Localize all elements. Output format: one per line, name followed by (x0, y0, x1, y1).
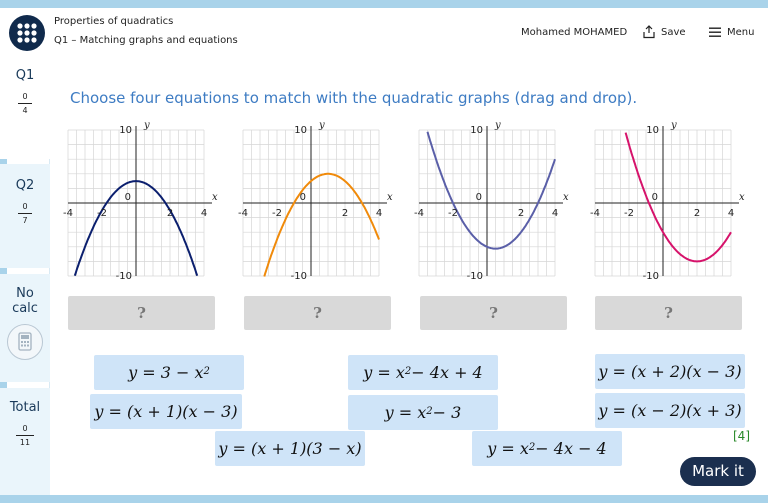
equation-card[interactable] (472, 431, 622, 466)
x-tick-label: -4 (63, 208, 73, 219)
upload-icon (642, 25, 656, 39)
marks-available: [4] (733, 429, 750, 443)
equation-card[interactable] (348, 395, 498, 430)
x-tick-label: -2 (97, 208, 107, 219)
equation-text: y = (x + 2)(x − 3) (598, 362, 742, 381)
equation-text: y = 3 − x (128, 363, 204, 382)
x-tick-label: 2 (341, 208, 349, 219)
sidebar-item-q2[interactable] (0, 164, 50, 268)
drop-zone-1[interactable]: ? (68, 296, 215, 330)
equation-text: y = (x − 2)(x + 3) (598, 401, 742, 420)
y-axis-name: y (495, 120, 501, 131)
calculator-icon (7, 324, 43, 360)
drop-zone-4[interactable]: ? (595, 296, 742, 330)
save-label: Save (661, 26, 686, 38)
drop-zone-2[interactable]: ? (244, 296, 391, 330)
menu-button[interactable] (708, 22, 754, 42)
x-tick-label: 4 (375, 208, 383, 219)
score-total: 11 (19, 438, 31, 447)
nocalc-line1: No (16, 286, 34, 301)
mark-it-button[interactable]: Mark it (680, 457, 756, 486)
y-top-label: 10 (119, 125, 132, 136)
top-border (0, 0, 768, 8)
no-calculator-indicator (0, 274, 50, 382)
x-tick-label: -2 (272, 208, 282, 219)
equation-card[interactable] (348, 355, 498, 390)
x-axis-name: x (212, 192, 218, 203)
score-value: 0 (16, 423, 34, 436)
equation-text: y = x (384, 403, 427, 422)
score-fraction (16, 423, 34, 448)
equation-exponent: 2 (426, 406, 433, 417)
x-tick-label: -2 (624, 208, 634, 219)
x-tick-label: 4 (727, 208, 735, 219)
equation-exponent: 2 (528, 442, 536, 453)
score-fraction (18, 201, 32, 226)
equation-text: y = (x + 1)(3 − x) (218, 439, 362, 458)
grid-icon (9, 15, 45, 51)
graph-4 (585, 118, 755, 288)
y-axis-name: y (671, 120, 677, 131)
x-tick-label: 2 (166, 208, 174, 219)
y-top-label: 10 (646, 125, 659, 136)
y-bottom-label: -10 (642, 271, 659, 282)
x-axis-name: x (387, 192, 393, 203)
equation-text: y = x (487, 439, 529, 458)
y-top-label: 10 (470, 125, 483, 136)
equation-card[interactable] (595, 393, 745, 428)
graph-1 (58, 118, 228, 288)
graph-2 (233, 118, 403, 288)
score-total: 4 (22, 106, 28, 115)
graph-svg (58, 118, 228, 284)
equation-card[interactable] (595, 354, 745, 389)
equation-tail: − 3 (432, 403, 462, 422)
graph-svg (233, 118, 403, 284)
nocalc-line2: calc (12, 301, 38, 316)
drop-zone-3[interactable]: ? (420, 296, 567, 330)
save-button[interactable] (642, 22, 686, 42)
header (0, 8, 768, 56)
equation-card[interactable] (94, 355, 244, 390)
graph-svg (585, 118, 755, 284)
graph-3 (409, 118, 579, 288)
question-sidebar (0, 56, 50, 495)
sidebar-item-q1[interactable] (0, 56, 50, 159)
score-total: 7 (22, 216, 28, 225)
page-title: Q1 – Matching graphs and equations (54, 35, 238, 46)
equation-exponent: 2 (404, 366, 412, 377)
score-value: 0 (18, 201, 32, 214)
equation-tail: − 4x − 4 (535, 439, 607, 458)
course-title: Properties of quadratics (54, 16, 174, 27)
origin-label: 0 (124, 192, 131, 203)
origin-label: 0 (475, 192, 482, 203)
equation-exponent: 2 (203, 366, 210, 377)
x-tick-label: -4 (590, 208, 600, 219)
apps-grid-button[interactable] (9, 15, 45, 51)
x-tick-label: 4 (200, 208, 208, 219)
graph-svg (409, 118, 579, 284)
score-fraction (18, 91, 32, 116)
x-tick-label: 2 (693, 208, 701, 219)
y-top-label: 10 (294, 125, 307, 136)
x-tick-label: 2 (517, 208, 525, 219)
origin-label: 0 (651, 192, 658, 203)
menu-label: Menu (727, 26, 755, 38)
x-axis-name: x (563, 192, 569, 203)
sidebar-item-label: Q2 (15, 178, 35, 193)
score-value: 0 (18, 91, 32, 104)
x-tick-label: -2 (448, 208, 458, 219)
equation-text: y = (x + 1)(x − 3) (94, 402, 238, 421)
y-axis-name: y (319, 120, 325, 131)
question-instruction: Choose four equations to match with the quadratic graphs (drag and drop). (70, 89, 638, 107)
y-bottom-label: -10 (466, 271, 483, 282)
parabola-curve (626, 133, 731, 262)
parabola-curve (428, 132, 559, 249)
user-name: Mohamed MOHAMED (521, 27, 628, 38)
sidebar-item-label: Q1 (15, 68, 35, 83)
sidebar-total (0, 388, 50, 495)
total-label: Total (9, 400, 41, 415)
x-axis-name: x (739, 192, 745, 203)
y-bottom-label: -10 (115, 271, 132, 282)
equation-card[interactable] (215, 431, 365, 466)
y-axis-name: y (144, 120, 150, 131)
equation-tail: − 4x + 4 (411, 363, 483, 382)
y-bottom-label: -10 (290, 271, 307, 282)
origin-label: 0 (299, 192, 306, 203)
x-tick-label: -4 (414, 208, 424, 219)
bottom-border (0, 495, 768, 503)
x-tick-label: -4 (238, 208, 248, 219)
equation-text: y = x (363, 363, 405, 382)
x-tick-label: 4 (551, 208, 559, 219)
hamburger-icon (708, 26, 722, 38)
equation-card[interactable] (90, 394, 242, 429)
